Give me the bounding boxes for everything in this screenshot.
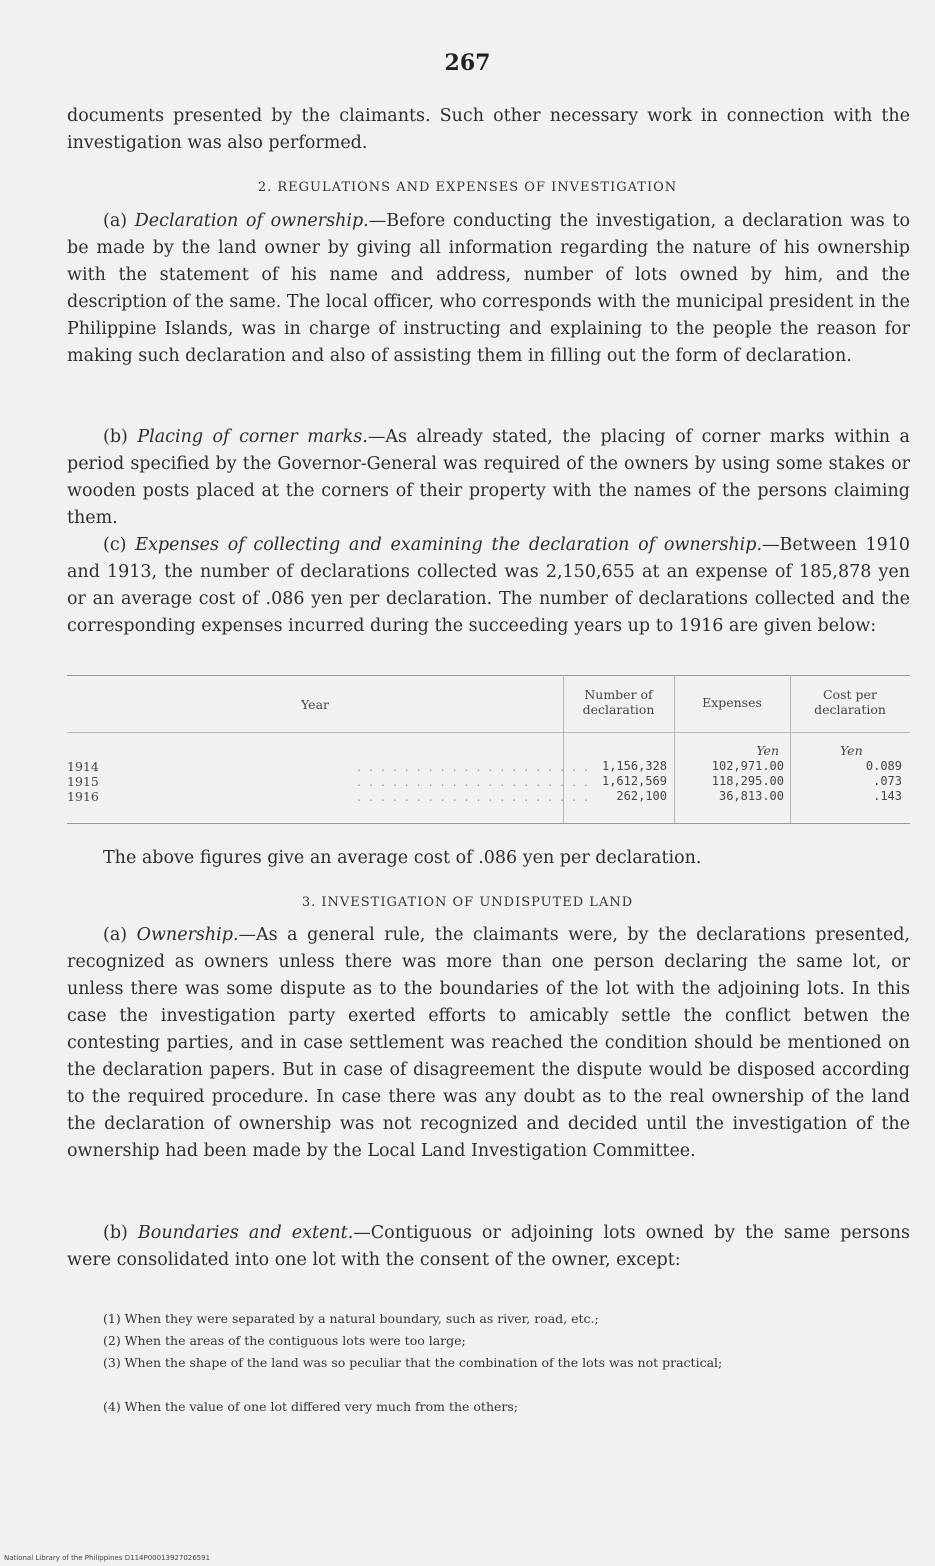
header-year: Year [301,697,329,712]
unit-expenses: Yen [756,743,779,758]
header-number-line2: declaration [582,702,655,717]
section-3-b-label: (b) [103,1223,128,1243]
section-2-b-paragraph [67,424,910,532]
section-2-a-paragraph [67,208,910,370]
row-expenses: 118,295.00 [711,774,784,788]
page-number: 267 [444,50,491,76]
header-cost-line2: declaration [814,702,886,717]
row-cost: 0.089 [865,759,902,773]
declarations-table [67,675,910,825]
row-number: 1,156,328 [601,759,667,773]
section-3-b-text: —Contiguous or adjoining lots owned by the same persons were consolidated into one lot with the consent of the owner, except: [67,1223,910,1270]
exception-item: (3) When the shape of the land was so peculiar that the combination of the lots was not practical; [103,1355,723,1370]
row-number: 262,100 [616,789,667,803]
table-top-rule [67,675,910,676]
row-cost: .073 [873,774,902,788]
library-footer: National Library of the Philippines D114P00013927026591 [4,1554,211,1562]
section-3-heading: 3. INVESTIGATION OF UNDISPUTED LAND [301,895,634,910]
leader-dots: . . . . . . . . . . . . . . . . . . . . [357,789,590,804]
leader-dots: . . . . . . . . . . . . . . . . . . . . [357,759,590,774]
row-year: 1914 [67,759,99,774]
row-number: 1,612,569 [601,774,667,788]
row-expenses: 36,813.00 [718,789,784,803]
section-3-a-text: —As a general rule, the claimants were, by the declarations presented, recognized as owners unless there was more than one person declaring the same lot, or unless there was some dispute as to the boundaries of the lot with the adjoining lots. In this case the investigation party exerted efforts to amicably settle the conflict betwen the contesting parties, and in case settlement was reached the condition should be mentioned on the declaration papers. But in case of disagreement the dispute would be disposed according to the required procedure. In case there was any doubt as to the real ownership of the land the declaration of ownership was not recognized and decided until the investigation of the ownership had been made by the Local Land Investigation Committee. [67,925,910,1161]
section-2-b-title: Placing of corner marks. [137,427,368,447]
section-2-c-text: —Between 1910 and 1913, the number of declarations collected was 2,150,655 at an expense of 185,878 yen or an average cost of .086 yen per declaration. The number of declarations collected and the corresponding expenses incurred during the succeeding years up to 1916 are given below: [67,535,910,636]
section-2-b-label: (b) [103,427,128,447]
section-2-a-text: —Before conducting the investigation, a declaration was to be made by the land owner by giving all information regarding the nature of his ownership with the statement of his name and address, number of lots owned by him, and the description of the same. The local officer, who corresponds with the municipal president in the Philippine Islands, was in charge of instructing and explaining to the people the reason for making such declaration and also of assisting them in filling out the form of declaration. [67,211,910,366]
row-year: 1916 [67,789,99,804]
header-number [563,687,674,717]
exception-item: (2) When the areas of the contiguous lots were too large; [103,1333,466,1348]
leader-dots: . . . . . . . . . . . . . . . . . . . . [357,774,590,789]
section-2-c-paragraph [67,532,910,640]
row-expenses: 102,971.00 [711,759,784,773]
header-number-line1: Number of [584,687,653,702]
header-expenses: Expenses [702,695,762,710]
section-3-b-paragraph [67,1220,910,1274]
section-2-a-title: Declaration of ownership. [134,211,369,231]
section-2-heading: 2. REGULATIONS AND EXPENSES OF INVESTIGATION [257,180,678,195]
header-cost-line1: Cost per [823,687,877,702]
exception-item: (4) When the value of one lot differed very much from the others; [103,1399,518,1414]
section-2-b-text: —As already stated, the placing of corner marks within a period specified by the Governor-General was required of the owners by using some stakes or wooden posts placed at the corners of their property with the names of the persons claiming them. [67,427,910,528]
section-3-b-title: Boundaries and extent. [137,1223,354,1243]
intro-paragraph: documents presented by the claimants. Such other necessary work in connection with the investigation was also performed. [67,106,910,153]
section-2-a-label: (a) [103,211,128,231]
section-2-c-title: Expenses of collecting and examining the declaration of ownership. [135,535,763,555]
header-cost [790,687,910,717]
section-3-a-title: Ownership. [136,925,239,945]
table-header-rule [67,732,910,733]
section-2-c-label: (c) [103,535,127,555]
unit-cost: Yen [840,743,863,758]
row-cost: .143 [873,789,902,803]
section-3-a-label: (a) [103,925,128,945]
exception-item: (1) When they were separated by a natural boundary, such as river, road, etc.; [103,1311,599,1326]
after-table-text: The above figures give an average cost of .086 yen per declaration. [103,848,702,868]
table-bottom-rule [67,823,910,824]
section-3-a-paragraph [67,922,910,1165]
row-year: 1915 [67,774,99,789]
